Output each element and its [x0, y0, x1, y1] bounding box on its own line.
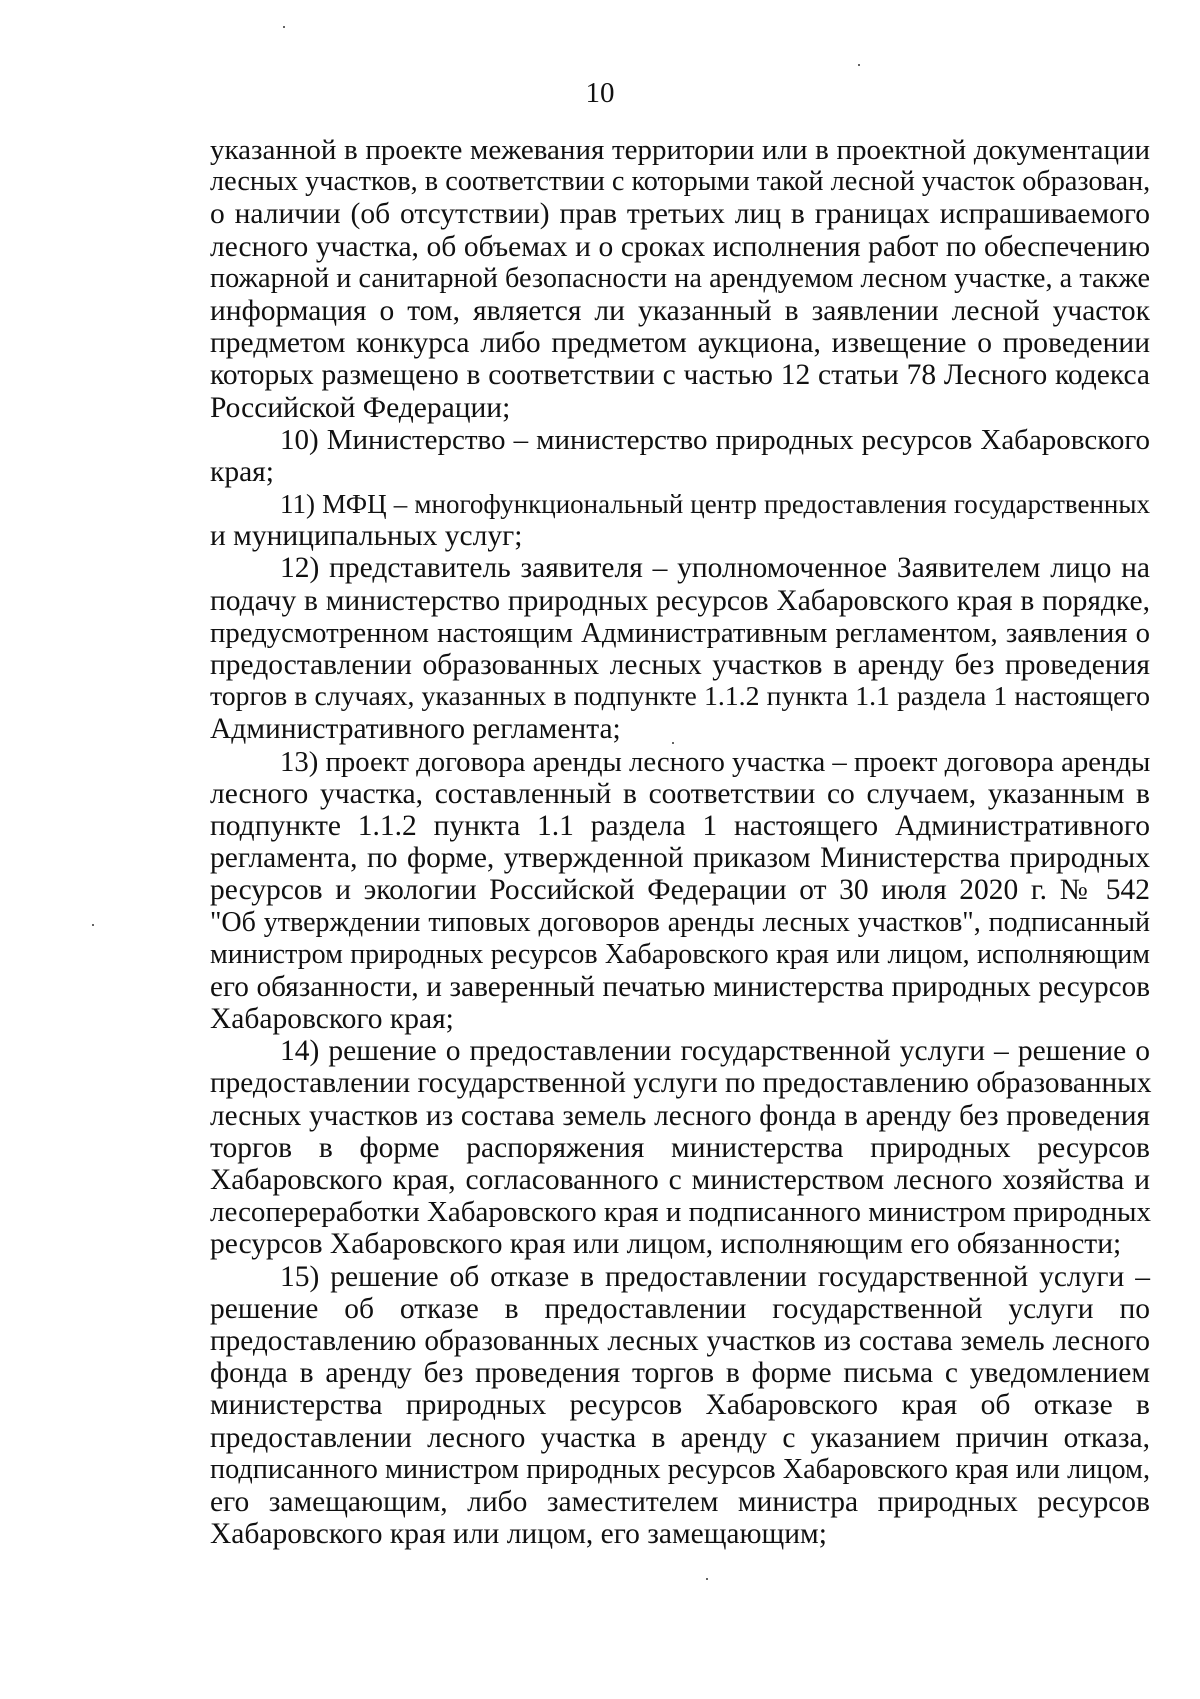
text-line: его замещающим, либо заместителем министра природных ресурсов: [210, 1485, 1150, 1518]
text-line: лесных участков, в соответствии с которыми такой лесной участок образован,: [210, 166, 1151, 198]
text-line: 12) представитель заявителя – уполномоченное Заявителем лицо на: [280, 552, 1150, 585]
text-line: предусмотренном настоящим Административным регламентом, заявления о: [210, 616, 1150, 649]
text-line: регламента, по форме, утвержденной приказом Министерства природных: [210, 842, 1150, 875]
text-line: пожарной и санитарной безопасности на арендуемом лесном участке, а также: [210, 262, 1150, 294]
text-line: 11) МФЦ – многофункциональный центр предоставления государственных: [280, 489, 1150, 520]
text-line: министерства природных ресурсов Хабаровского края об отказе в: [210, 1389, 1150, 1422]
text-line: которых размещено в соответствии с частью 12 статьи 78 Лесного кодекса: [210, 359, 1150, 392]
text-line: 15) решение об отказе в предоставлении государственной услуги –: [280, 1260, 1150, 1293]
text-line: лесного участка, составленный в соответствии со случаем, указанным в: [210, 777, 1150, 810]
document-body: [210, 134, 1150, 1550]
page-number: 10: [585, 77, 615, 109]
text-line: его обязанности, и заверенный печатью министерства природных ресурсов: [210, 970, 1150, 1003]
text-line: лесопереработки Хабаровского края и подписанного министром природных: [210, 1196, 1152, 1229]
text-line: "Об утверждении типовых договоров аренды лесных участков", подписанный: [210, 906, 1150, 938]
text-line: предметом конкурса либо предметом аукциона, извещение о проведении: [210, 327, 1150, 360]
text-line: Хабаровского края или лицом, его замещающим;: [210, 1518, 827, 1551]
text-line: указанной в проекте межевания территории или в проектной документации: [210, 134, 1150, 166]
scan-speck: [706, 1578, 708, 1580]
text-line: Административного регламента;: [210, 713, 621, 746]
text-line: края;: [210, 455, 274, 488]
text-line: подачу в министерство природных ресурсов Хабаровского края в порядке,: [210, 584, 1150, 617]
text-line: министром природных ресурсов Хабаровского края или лицом, исполняющим: [210, 938, 1150, 970]
text-line: лесного участка, об объемах и о сроках исполнения работ по обеспечению: [210, 230, 1150, 263]
text-line: 13) проект договора аренды лесного участка – проект договора аренды: [280, 745, 1151, 778]
text-line: лесных участков из состава земель лесного фонда в аренду без проведения: [210, 1099, 1150, 1132]
text-line: предоставлении образованных лесных участков в аренду без проведения: [210, 649, 1150, 681]
text-line: ресурсов и экологии Российской Федерации от 30 июля 2020 г. № 542: [210, 874, 1150, 907]
text-line: Хабаровского края, согласованного с министерством лесного хозяйства и: [210, 1164, 1150, 1196]
text-line: торгов в случаях, указанных в подпункте 1.1.2 пункта 1.1 раздела 1 настоящего: [210, 681, 1150, 713]
text-line: о наличии (об отсутствии) прав третьих лиц в границах испрашиваемого: [210, 198, 1150, 231]
text-line: предоставлению образованных лесных участков из состава земель лесного: [210, 1324, 1150, 1357]
scan-speck: [92, 924, 94, 926]
text-line: предоставлении государственной услуги по предоставлению образованных: [210, 1067, 1152, 1100]
text-line: решение об отказе в предоставлении государственной услуги по: [210, 1292, 1150, 1325]
text-line: подписанного министром природных ресурсов Хабаровского края или лицом,: [210, 1453, 1150, 1485]
text-line: 14) решение о предоставлении государственной услуги – решение о: [280, 1035, 1150, 1068]
text-line: информация о том, является ли указанный в заявлении лесной участок: [210, 294, 1150, 327]
text-line: предоставлении лесного участка в аренду с указанием причин отказа,: [210, 1421, 1150, 1454]
text-line: торгов в форме распоряжения министерства природных ресурсов: [210, 1131, 1150, 1164]
scan-speck: [672, 742, 674, 744]
text-line: подпункте 1.1.2 пункта 1.1 раздела 1 настоящего Административного: [210, 809, 1150, 842]
text-line: и муниципальных услуг;: [210, 520, 523, 553]
text-line: фонда в аренду без проведения торгов в форме письма с уведомлением: [210, 1357, 1150, 1390]
text-line: Российской Федерации;: [210, 391, 511, 424]
text-line: ресурсов Хабаровского края или лицом, исполняющим его обязанности;: [210, 1228, 1122, 1261]
text-line: 10) Министерство – министерство природных ресурсов Хабаровского: [280, 423, 1150, 456]
scan-speck: [283, 26, 285, 28]
text-line: Хабаровского края;: [210, 1003, 454, 1036]
scan-speck: [858, 64, 860, 66]
